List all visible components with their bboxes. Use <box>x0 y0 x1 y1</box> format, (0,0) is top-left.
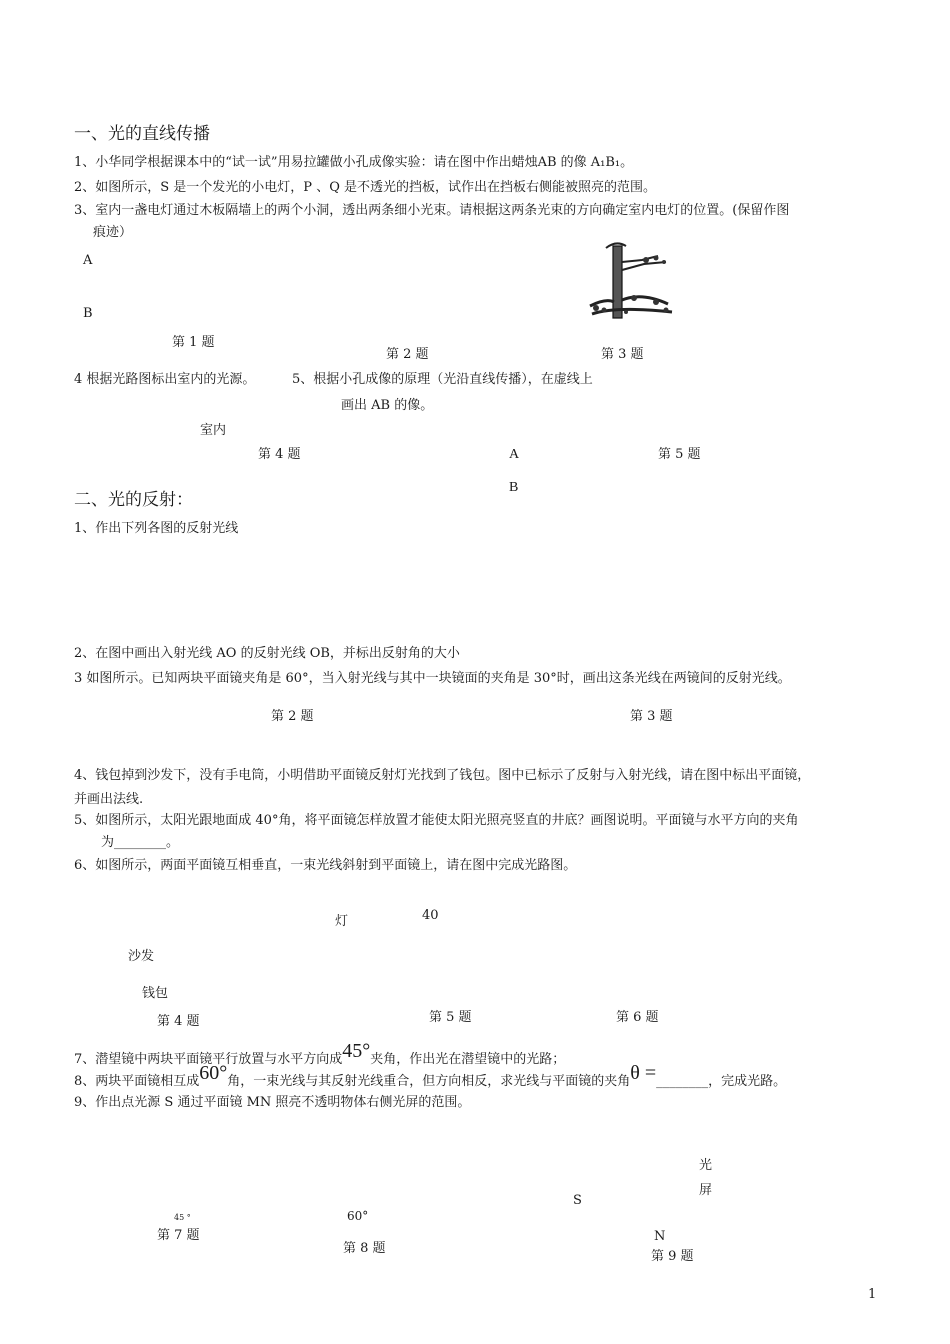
figure2-caption: 第 2 题 <box>386 347 429 362</box>
question-2-7-text-pre: 7、潜望镜中两块平面镜平行放置与水平方向成 <box>74 1052 343 1067</box>
question-2-8 <box>74 1062 786 1088</box>
question-2-8-text-mid: 角，一束光线与其反射光线重合，但方向相反，求光线与平面镜的夹角 <box>227 1074 631 1089</box>
figure1-label-A: A <box>83 253 93 268</box>
question-2-4-line1: 4、钱包掉到沙发下，没有手电筒，小明借助平面镜反射灯光找到了钱包。图中已标示了反射与入射光线，请在图中标出平面镜， <box>74 768 811 783</box>
figure4-caption: 第 4 题 <box>258 447 301 462</box>
question-1-5-line2: 画出 AB 的像。 <box>341 398 434 413</box>
figure2-9-caption: 第 9 题 <box>651 1249 694 1264</box>
figure2-5-caption: 第 5 题 <box>429 1010 472 1025</box>
figure2-6-caption: 第 6 题 <box>616 1010 659 1025</box>
question-2-9: 9、作出点光源 S 通过平面镜 MN 照亮不透明物体右侧光屏的范围。 <box>74 1095 471 1110</box>
question-2-1: 1、作出下列各图的反射光线 <box>74 521 239 536</box>
question-2-7-text-post: 夹角，作出光在潜望镜中的光路； <box>370 1052 566 1067</box>
figure5-caption: 第 5 题 <box>658 447 701 462</box>
figure2-3-caption: 第 3 题 <box>630 709 673 724</box>
figure3-caption: 第 3 题 <box>601 347 644 362</box>
question-1-4: 4 根据光路图标出室内的光源。 <box>74 372 256 387</box>
figure2-4-wallet-label: 钱包 <box>142 986 169 1001</box>
figure2-8-angle-label: 60° <box>347 1209 369 1223</box>
figure4-indoor-label: 室内 <box>200 423 227 438</box>
figure2-5-angle-label: 40 <box>422 908 439 923</box>
question-2-5-line1: 5、如图所示，太阳光跟地面成 40°角，将平面镜怎样放置才能使太阳光照亮竖直的井底？画图说明。平面镜与水平方向的夹角 <box>74 813 799 828</box>
question-2-8-text-post: ________，完成光路。 <box>656 1074 787 1089</box>
question-1-3-line1: 3、室内一盏电灯通过木板隔墙上的两个小洞，透出两条细小光束。请根据这两条光束的方向确定室内电灯的位置。(保留作图 <box>74 203 790 218</box>
figure2-7-caption: 第 7 题 <box>157 1228 200 1243</box>
question-2-8-text-pre: 8、两块平面镜相互成 <box>74 1074 200 1089</box>
question-1-2: 2、如图所示，S 是一个发光的小电灯，P 、Q 是不透光的挡板，试作出在挡板右侧能被照亮的范围。 <box>74 180 656 195</box>
figure2-4-sofa-label: 沙发 <box>128 949 155 964</box>
question-2-7-angle: 45° <box>342 1040 371 1062</box>
figure2-9-label-S: S <box>573 1193 582 1208</box>
question-2-3: 3 如图所示。已知两块平面镜夹角是 60°，当入射光线与其中一块镜面的夹角是 30°时，画出这条光线在两镜间的反射光线。 <box>74 671 791 686</box>
figure2-4-caption: 第 4 题 <box>157 1014 200 1029</box>
page-number: 1 <box>868 1287 877 1302</box>
figure5-label-B: B <box>509 480 519 495</box>
question-2-8-angle: 60° <box>199 1062 228 1084</box>
figure2-8-caption: 第 8 题 <box>343 1241 386 1256</box>
figure5-label-A: A <box>509 447 520 462</box>
figure2-9-screen-label-top: 光 <box>699 1158 713 1173</box>
question-2-2: 2、在图中画出入射光线 AO 的反射光线 OB，并标出反射角的大小 <box>74 646 460 661</box>
question-2-5-line2: 为________。 <box>101 835 180 850</box>
figure2-9-screen-label-bottom: 屏 <box>699 1183 713 1198</box>
question-2-6: 6、如图所示，两面平面镜互相垂直，一束光线斜射到平面镜上，请在图中完成光路图。 <box>74 858 577 873</box>
question-1-5-line1: 5、根据小孔成像的原理（光沿直线传播），在虚线上 <box>292 372 593 387</box>
question-1-1: 1、小华同学根据课本中的“试一试”用易拉罐做小孔成像实验：请在图中作出蜡烛AB 的像 A₁B₁。 <box>74 155 634 170</box>
question-1-3-line2: 痕迹） <box>93 225 133 240</box>
section2-heading: 二、光的反射： <box>74 490 193 510</box>
section1-heading: 一、光的直线传播 <box>74 124 210 144</box>
figure2-9-label-N: N <box>654 1229 666 1244</box>
figure1-label-B: B <box>83 306 93 321</box>
question-2-8-theta: θ = <box>630 1062 657 1084</box>
lamp-wall-figure <box>586 240 676 324</box>
question-2-4-line2: 并画出法线. <box>74 792 144 807</box>
figure2-4-lamp-label: 灯 <box>335 914 349 929</box>
figure2-2-caption: 第 2 题 <box>271 709 314 724</box>
figure2-7-angle-label: 45 ° <box>174 1213 191 1222</box>
figure1-caption: 第 1 题 <box>172 335 215 350</box>
